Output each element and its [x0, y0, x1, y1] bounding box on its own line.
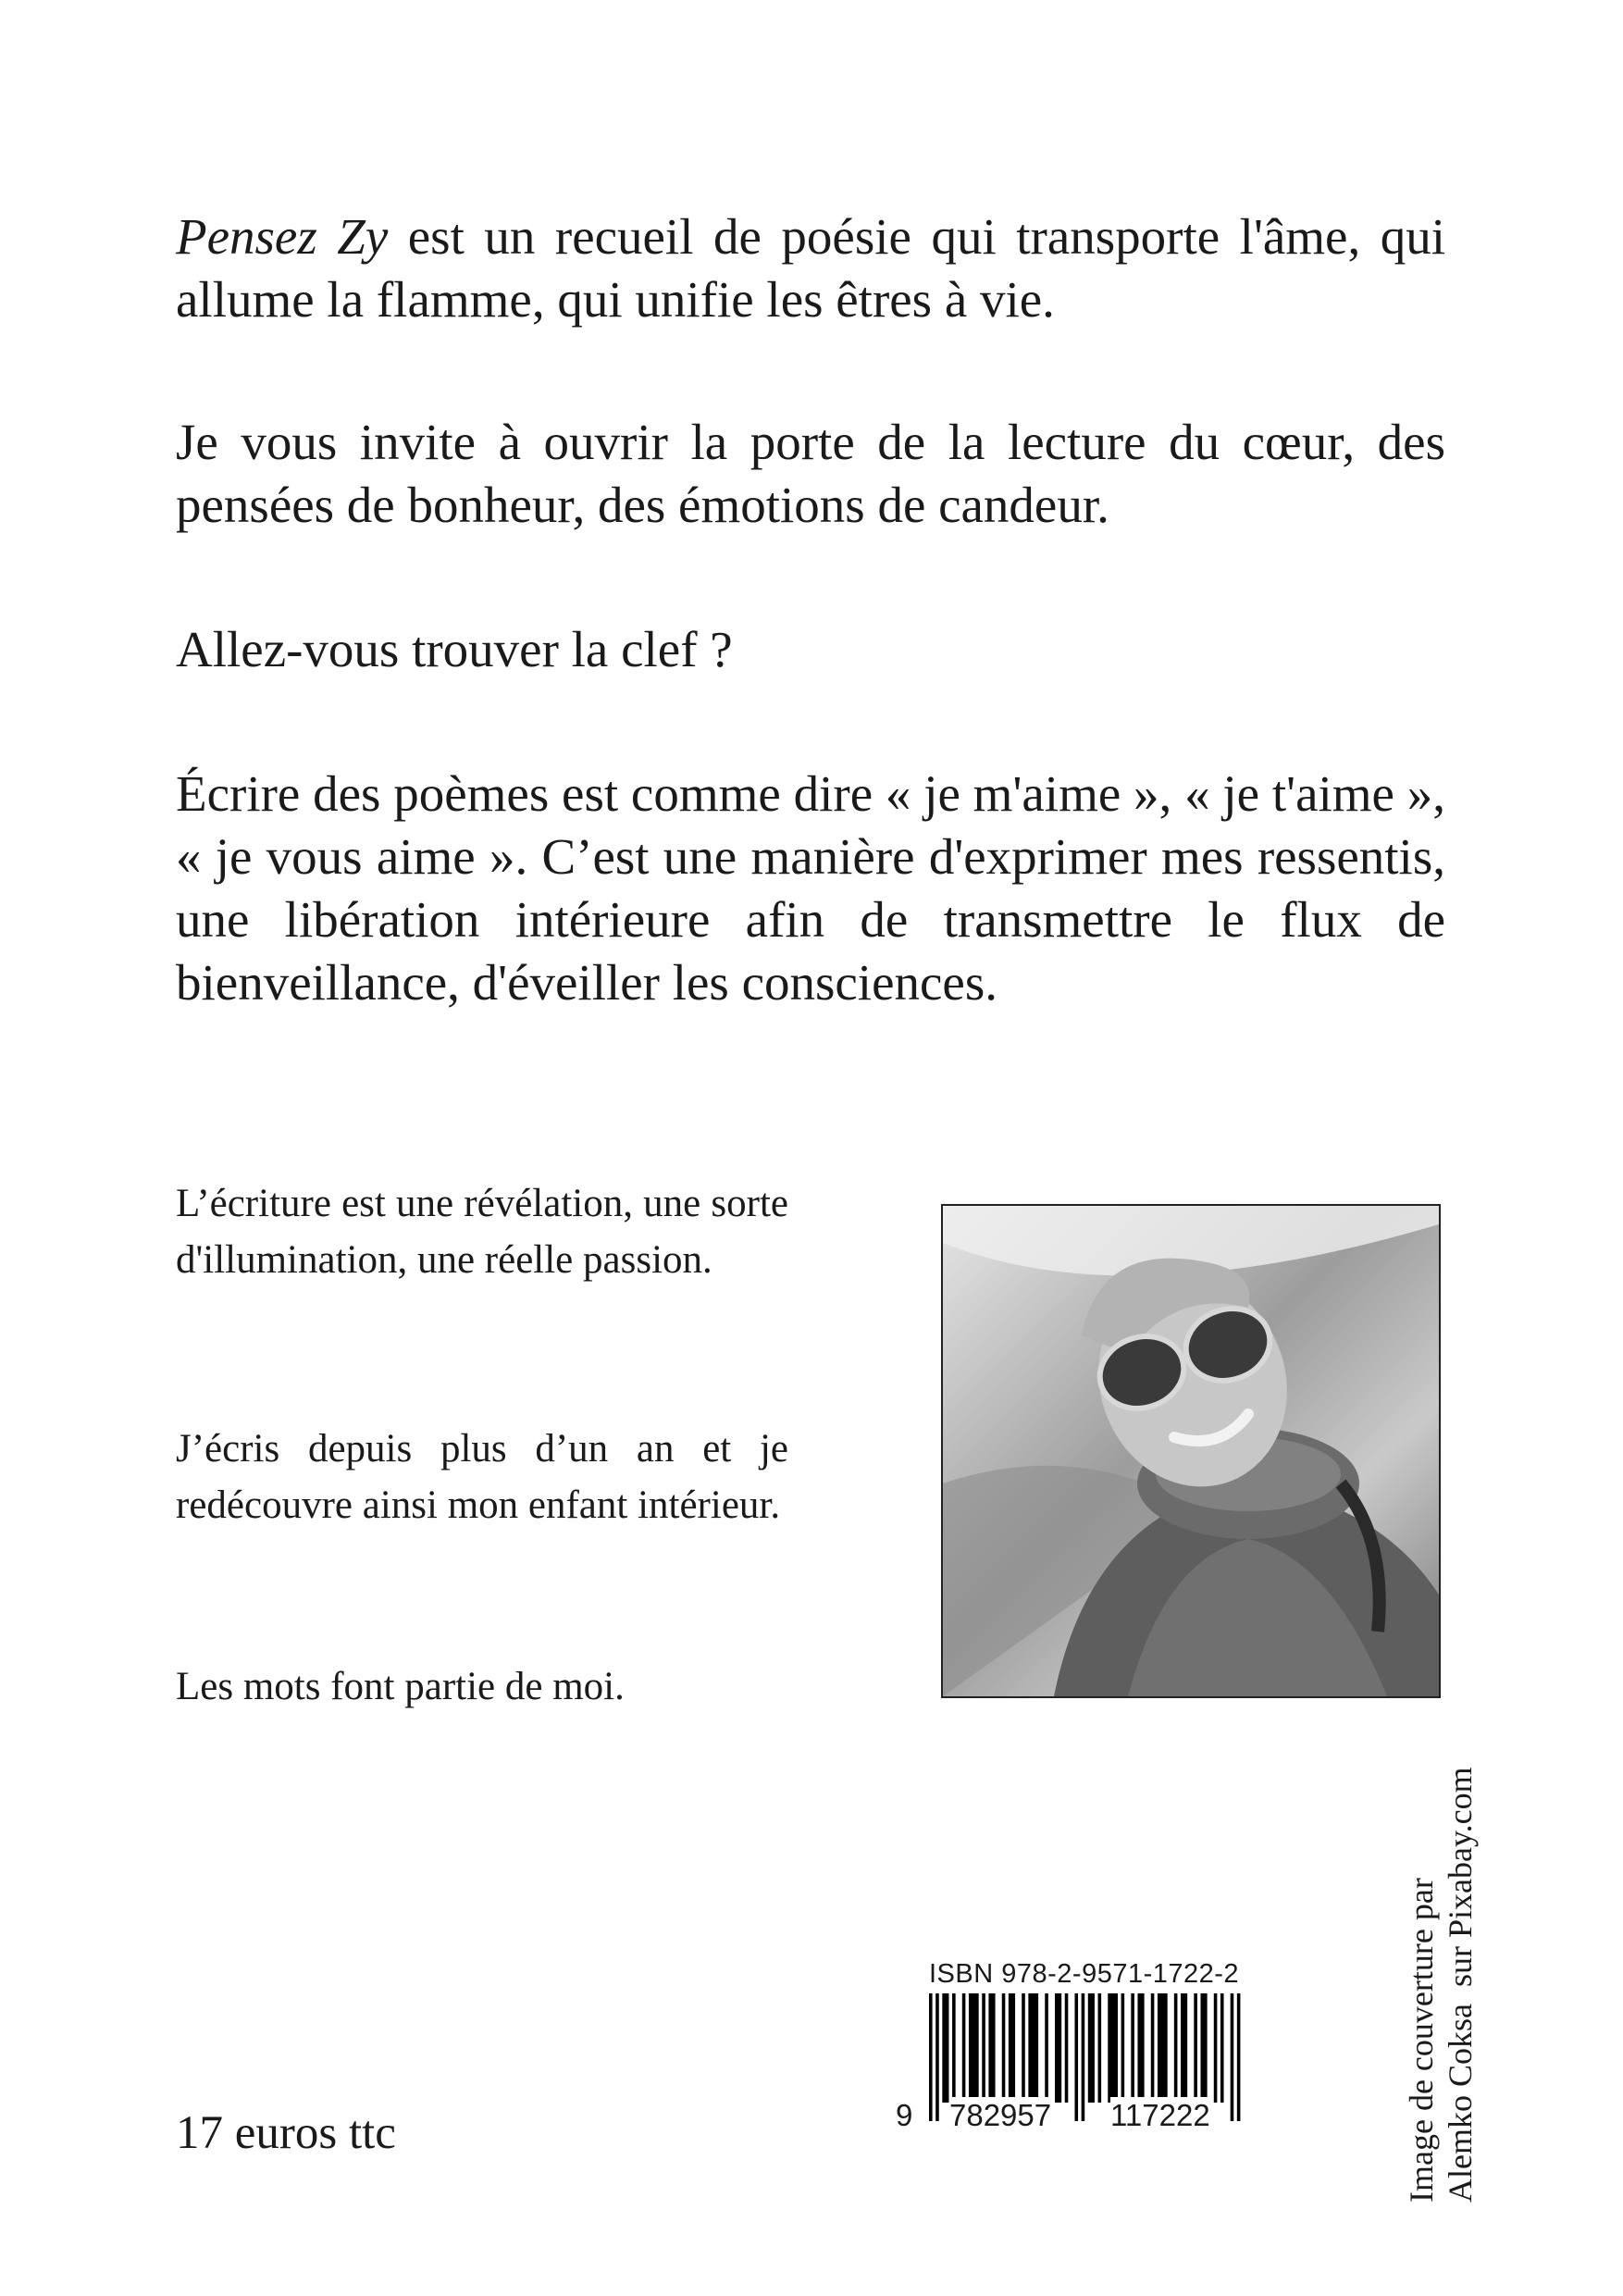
credit-line-2: Alemko Coksa sur Pixabay.com — [1442, 1767, 1479, 2203]
book-title: Pensez Zy — [176, 208, 389, 265]
intro-paragraph-3: Allez-vous trouver la clef ? — [176, 621, 733, 677]
isbn-label: ISBN 978-2-9571-1722-2 — [929, 1959, 1240, 1989]
author-photo — [941, 1204, 1441, 1698]
barcode-digits-left: 782957 — [949, 2098, 1052, 2132]
bio-paragraph-3: Les mots font partie de moi. — [176, 1665, 625, 1708]
author-photo-illustration — [943, 1206, 1439, 1696]
barcode-digit-prefix: 9 — [896, 2098, 913, 2132]
intro-paragraph-2: Je vous invite à ouvrir la porte de la lecture du cœur, des pensées de bonheur, des émotions de candeur. — [176, 414, 1445, 533]
isbn-barcode — [896, 1958, 1270, 2162]
barcode-digits-right: 117222 — [1110, 2098, 1210, 2132]
cover-image-credit — [1402, 1740, 1480, 2203]
intro-paragraph-4: Écrire des poèmes est comme dire « je m'aime », « je t'aime », « je vous aime ». C’est une manière d'exprimer mes ressentis, une libération intérieure afin de transmettre le flux de bienveillance, d'éveiller les consciences. — [176, 765, 1445, 1011]
credit-line-1: Image de couverture par — [1403, 1878, 1440, 2203]
price-label: 17 euros ttc — [176, 2107, 396, 2159]
bio-paragraph-1: L’écriture est une révélation, une sorte d'illumination, une réelle passion. — [176, 1182, 788, 1282]
intro-paragraph-1-text: est un recueil de poésie qui transporte l'âme, qui allume la flamme, qui unifie les êtres à vie. — [176, 208, 1446, 328]
bio-paragraph-2: J’écris depuis plus d’un an et je redécouvre ainsi mon enfant intérieur. — [176, 1427, 788, 1527]
intro-paragraph-1 — [176, 205, 1445, 331]
